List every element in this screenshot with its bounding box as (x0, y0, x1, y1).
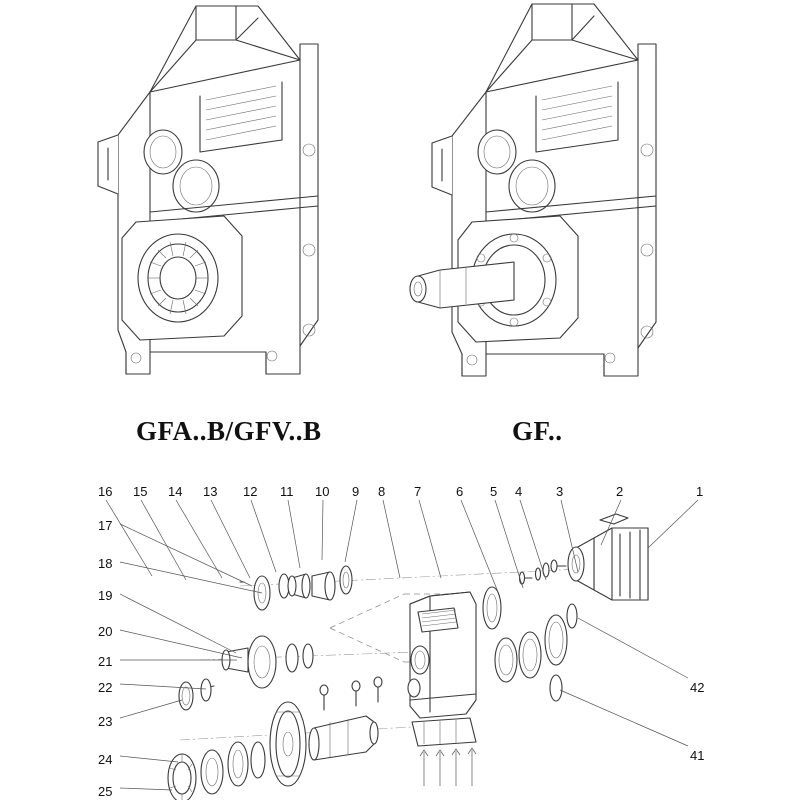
callout-20: 20 (98, 624, 113, 639)
leader-line-13 (211, 500, 250, 578)
leader-line-5 (495, 500, 523, 588)
exploded-assembly (168, 514, 648, 800)
leader-line-25 (120, 788, 172, 790)
part-input-shaft-group (240, 566, 352, 610)
leader-line-41 (560, 690, 688, 746)
callout-24: 24 (98, 752, 113, 767)
callout-13: 13 (203, 484, 218, 499)
leader-line-7 (419, 500, 441, 578)
part-shim-rings (483, 587, 567, 682)
callout-7: 7 (414, 484, 422, 499)
part-motor-adapter (568, 514, 648, 600)
callout-23: 23 (98, 714, 113, 729)
callout-16: 16 (98, 484, 113, 499)
part-output-gear (168, 677, 382, 800)
callout-22: 22 (98, 680, 113, 695)
part-intermediate-gear (179, 636, 313, 710)
callout-2: 2 (616, 484, 624, 499)
callout-14: 14 (168, 484, 183, 499)
leader-line-8 (383, 500, 400, 578)
callout-21: 21 (98, 654, 113, 669)
callout-10: 10 (315, 484, 330, 499)
leader-line-4 (520, 500, 546, 580)
callout-15: 15 (133, 484, 148, 499)
callout-1: 1 (696, 484, 704, 499)
callout-6: 6 (456, 484, 464, 499)
leader-line-12 (251, 500, 276, 572)
callout-18: 18 (98, 556, 113, 571)
leader-line-42 (578, 618, 688, 678)
leader-line-24 (120, 756, 178, 762)
leader-line-18 (120, 562, 262, 593)
callout-41: 41 (690, 748, 705, 763)
callout-9: 9 (352, 484, 360, 499)
leader-line-20 (120, 630, 242, 658)
leader-line-23 (120, 700, 182, 718)
callout-5: 5 (490, 484, 498, 499)
callout-25: 25 (98, 784, 113, 799)
leader-line-6 (461, 500, 498, 592)
leader-line-10 (322, 500, 323, 560)
leader-line-14 (176, 500, 222, 578)
gear-unit-view-left (98, 6, 318, 374)
leader-line-16 (106, 500, 152, 576)
callout-3: 3 (556, 484, 564, 499)
callout-17: 17 (98, 518, 113, 533)
model-label-right: GF.. (512, 416, 563, 446)
leader-line-11 (288, 500, 300, 568)
leader-line-19 (120, 594, 236, 653)
leader-line-1 (648, 500, 698, 548)
part-fasteners-row (520, 560, 567, 584)
leader-line-9 (345, 500, 357, 562)
part-housing (408, 592, 476, 786)
callout-19: 19 (98, 588, 113, 603)
leader-line-22 (120, 684, 206, 689)
callout-4: 4 (515, 484, 523, 499)
gear-unit-view-right (410, 4, 656, 376)
callout-12: 12 (243, 484, 258, 499)
model-label-left: GFA..B/GFV..B (136, 416, 322, 446)
callout-11: 11 (280, 484, 294, 499)
callout-42: 42 (690, 680, 705, 695)
callout-8: 8 (378, 484, 386, 499)
